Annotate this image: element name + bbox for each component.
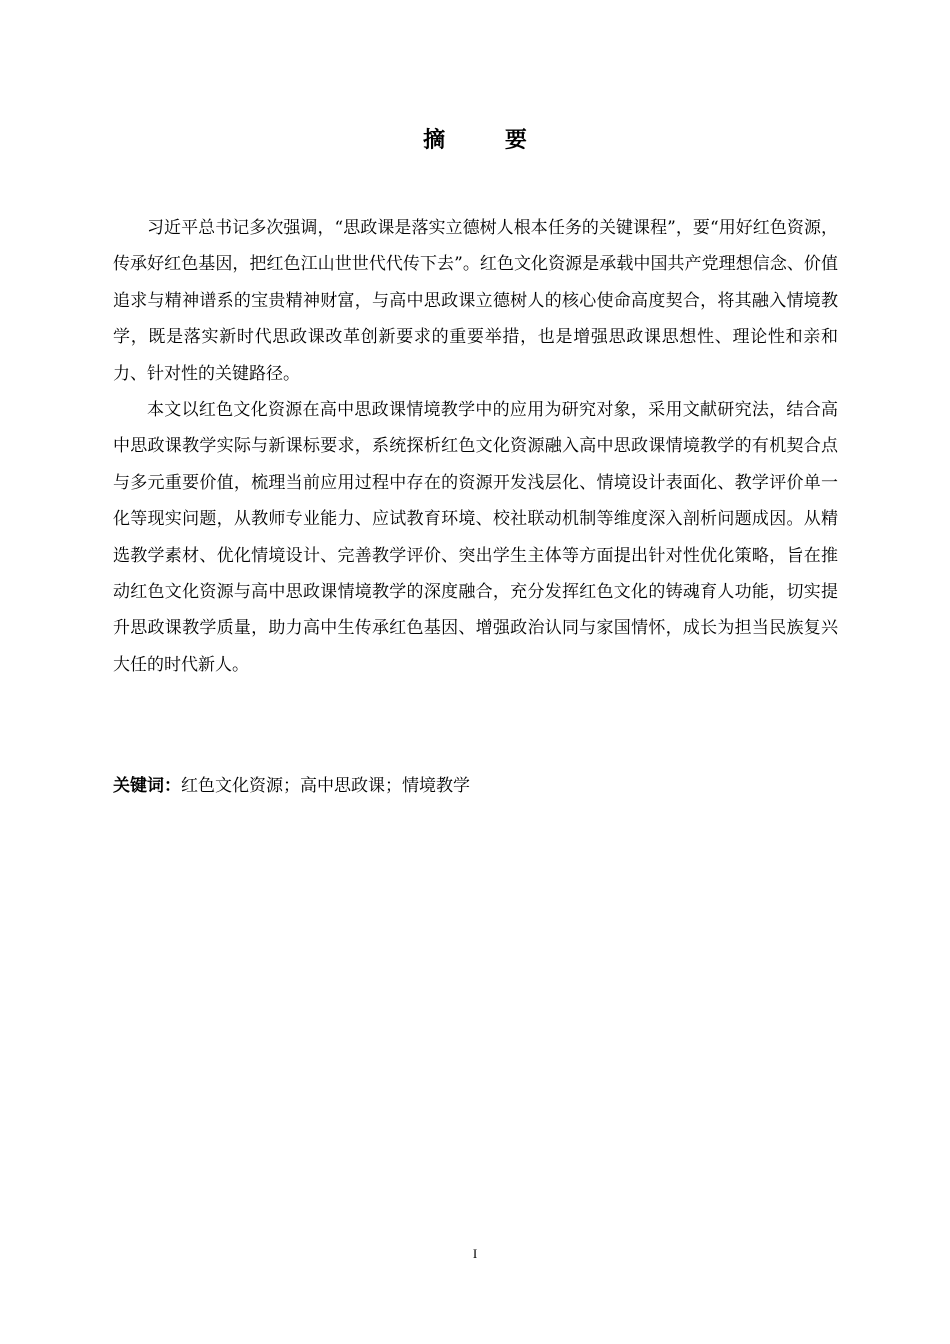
keywords-text: 红色文化资源；高中思政课；情境教学 xyxy=(181,776,470,796)
keywords-line xyxy=(113,768,838,804)
page-number: I xyxy=(472,1246,478,1261)
keywords-label: 关键词： xyxy=(113,776,181,796)
abstract-title: 摘 要 xyxy=(423,128,553,153)
abstract-paragraph-2: 本文以红色文化资源在高中思政课情境教学中的应用为研究对象，采用文献研究法，结合高中思政课教学实际与新课标要求，系统探析红色文化资源融入高中思政课情境教学的有机契合点与多元重要价值，梳理当前应用过程中存在的资源开发浅层化、情境设计表面化、教学评价单一化等现实问题，从教师专业能力、应试教育环境、校社联动机制等维度深入剖析问题成因。从精选教学素材、优化情境设计、完善教学评价、突出学生主体等方面提出针对性优化策略，旨在推动红色文化资源与高中思政课情境教学的深度融合，充分发挥红色文化的铸魂育人功能，切实提升思政课教学质量，助力高中生传承红色基因、增强政治认同与家国情怀，成长为担当民族复兴大任的时代新人。 xyxy=(113,400,838,675)
abstract-body xyxy=(113,210,838,683)
abstract-paragraph-1: 习近平总书记多次强调，“思政课是落实立德树人根本任务的关键课程”，要“用好红色资源，传承好红色基因，把红色江山世世代代传下去”。红色文化资源是承载中国共产党理想信念、价值追求与精神谱系的宝贵精神财富，与高中思政课立德树人的核心使命高度契合，将其融入情境教学，既是落实新时代思政课改革创新要求的重要举措，也是增强思政课思想性、理论性和亲和力、针对性的关键路径。 xyxy=(113,218,838,384)
